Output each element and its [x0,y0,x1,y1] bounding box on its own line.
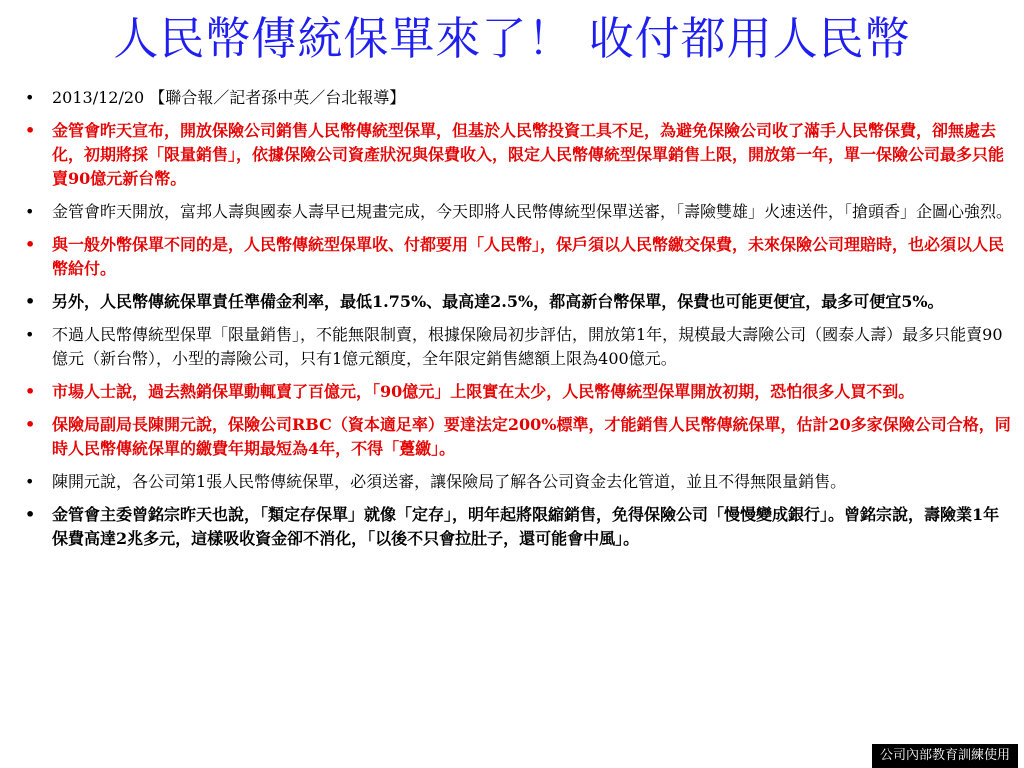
bullet-text: 不過人民幣傳統型保單「限量銷售」，不能無限制賣，根據保險局初步評估，開放第1年，規模最大壽險公司（國泰人壽）最多只能賣90億元（新台幣），小型的壽險公司，只有1億元額度，全年限定銷售總額上限為400億元。 [52,325,1003,368]
bullet-text: 2013/12/20 【聯合報／記者孫中英／台北報導】 [52,88,406,107]
bullet-item [22,200,1012,224]
bullet-list [22,86,1012,560]
slide-title: 人民幣傳統保單來了！ 收付都用人民幣 [113,12,911,65]
bullet-marker: • [25,121,36,140]
bullet-text: 金管會主委曾銘宗昨天也說，「類定存保單」就像「定存」，明年起將限縮銷售，免得保險公司「慢慢變成銀行」。曾銘宗說，壽險業1年保費高達2兆多元，這樣吸收資金卻不消化，「以後不只會拉肚子，還可能會中風」。 [52,505,1000,548]
bullet-marker: • [25,382,36,401]
bullet-text: 與一般外幣保單不同的是，人民幣傳統型保單收、付都要用「人民幣」，保戶須以人民幣繳交保費，未來保險公司理賠時，也必須以人民幣給付。 [52,235,1005,278]
bullet-marker: • [25,505,36,524]
bullet-text: 金管會昨天宣布，開放保險公司銷售人民幣傳統型保單，但基於人民幣投資工具不足，為避免保險公司收了滿手人民幣保費，卻無處去化，初期將採「限量銷售」，依據保險公司資產狀況與保費收入，限定人民幣傳統型保單銷售上限，開放第一年，單一保險公司最多只能賣90億元新台幣。 [52,121,1005,188]
bullet-text: 市場人士說，過去熱銷保單動輒賣了百億元，「90億元」上限實在太少，人民幣傳統型保單開放初期，恐怕很多人買不到。 [52,382,915,401]
footer-badge: 公司內部教育訓練使用 [872,744,1018,768]
bullet-item [22,86,1012,110]
bullet-text: 陳開元說，各公司第1張人民幣傳統保單，必須送審，讓保險局了解各公司資金去化管道，並且不得無限量銷售。 [52,472,847,491]
bullet-item [22,119,1012,191]
bullet-item [22,503,1012,551]
bullet-text: 保險局副局長陳開元說，保險公司RBC（資本適足率）要達法定200%標準，才能銷售人民幣傳統保單，估計20多家保險公司合格，同時人民幣傳統保單的繳費年期最短為4年，不得「躉繳」。 [52,415,1011,458]
bullet-item [22,290,1012,314]
bullet-marker: • [25,415,36,434]
bullet-item [22,470,1012,494]
bullet-item [22,380,1012,404]
bullet-marker: • [25,325,35,344]
bullet-marker: • [25,292,36,311]
bullet-marker: • [25,235,36,254]
bullet-item [22,233,1012,281]
bullet-item [22,323,1012,371]
bullet-marker: • [25,88,35,107]
bullet-marker: • [25,202,35,221]
bullet-item [22,413,1012,461]
bullet-text: 另外，人民幣傳統保單責任準備金利率，最低1.75%、最高達2.5%，都高新台幣保單，保費也可能更便宜，最多可便宜5%。 [52,292,944,311]
bullet-text: 金管會昨天開放，富邦人壽與國泰人壽早已規畫完成，今天即將人民幣傳統型保單送審，「壽險雙雄」火速送件，「搶頭香」企圖心強烈。 [52,202,1013,221]
bullet-marker: • [25,472,35,491]
